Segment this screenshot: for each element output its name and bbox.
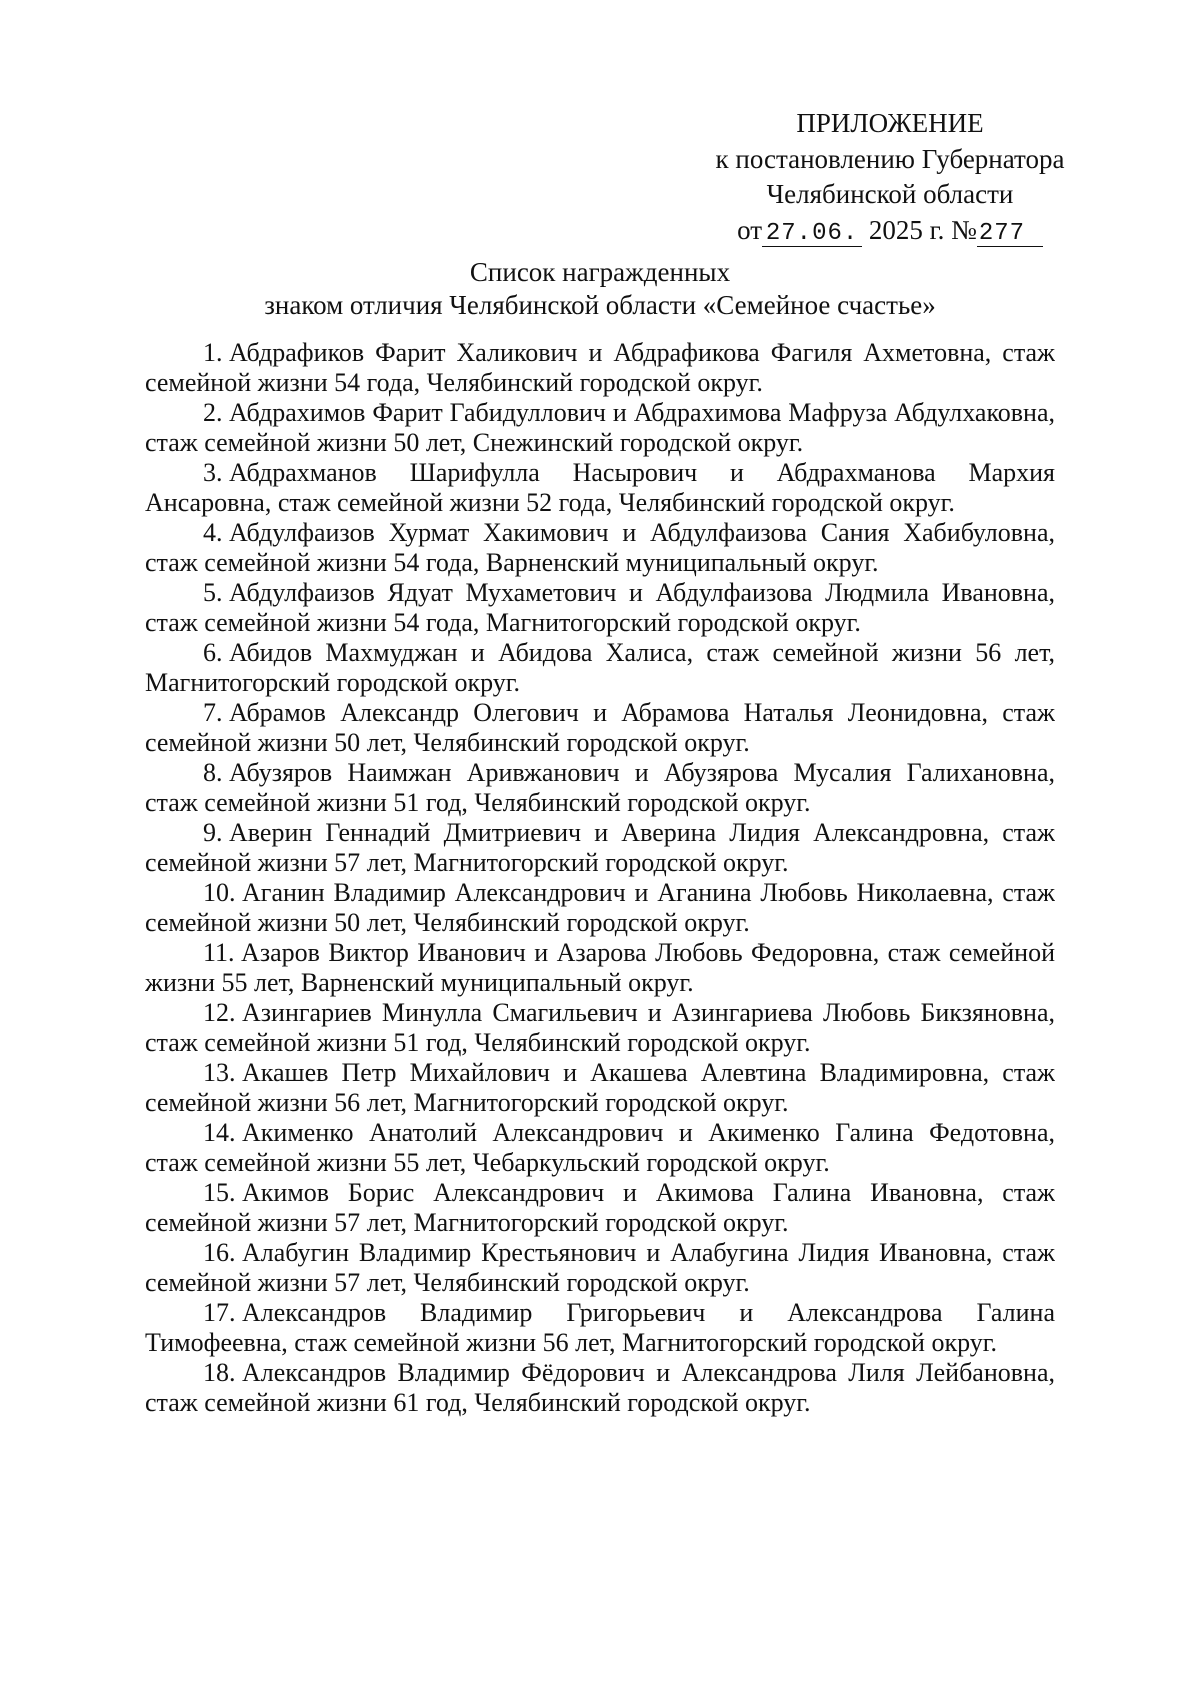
list-item-number: 13. [203, 1058, 236, 1087]
title-line-2: знаком отличия Челябинской области «Семейное счастье» [264, 290, 936, 320]
list-item-text: Акимов Борис Александрович и Акимова Галина Ивановна, стаж семейной жизни 57 лет, Магнитогорский городской округ. [145, 1178, 1055, 1237]
list-item [145, 1178, 1055, 1238]
list-item-text: Абдрахимов Фарит Габидуллович и Абдрахимова Мафруза Абдулхаковна, стаж семейной жизни 50 лет, Снежинский городской округ. [145, 398, 1055, 457]
list-item [145, 578, 1055, 638]
title-line-1: Список награжденных [469, 257, 731, 287]
list-item [145, 998, 1055, 1058]
list-item [145, 638, 1055, 698]
list-item [145, 818, 1055, 878]
list-item [145, 1238, 1055, 1298]
list-item [145, 1358, 1055, 1418]
list-item-number: 12. [203, 998, 236, 1027]
list-item [145, 338, 1055, 398]
awardees-list [145, 338, 1055, 1418]
appendix-date-line [680, 213, 1100, 249]
list-item-text: Абрамов Александр Олегович и Абрамова Наталья Леонидовна, стаж семейной жизни 50 лет, Челябинский городской округ. [145, 698, 1055, 757]
list-item [145, 938, 1055, 998]
list-item-text: Аверин Геннадий Дмитриевич и Аверина Лидия Александровна, стаж семейной жизни 57 лет, Магнитогорский городской округ. [145, 818, 1055, 877]
appendix-line-2: Челябинской области [766, 179, 1014, 209]
list-item-text: Абидов Махмуджан и Абидова Халиса, стаж семейной жизни 56 лет, Магнитогорский городской округ. [145, 638, 1055, 697]
list-item [145, 458, 1055, 518]
list-item-number: 7. [203, 698, 223, 727]
list-item-number: 16. [203, 1238, 236, 1267]
list-item-number: 10. [203, 878, 236, 907]
list-item-number: 15. [203, 1178, 236, 1207]
list-item-number: 3. [203, 458, 223, 487]
list-item-number: 4. [203, 518, 223, 547]
list-item [145, 698, 1055, 758]
list-item-text: Абдрахманов Шарифулла Насырович и Абдрахманова Мархия Ансаровна, стаж семейной жизни 52 года, Челябинский городской округ. [145, 458, 1055, 517]
decree-number: 277 [977, 222, 1043, 247]
list-item-text: Абдулфаизов Ядуат Мухаметович и Абдулфаизова Людмила Ивановна, стаж семейной жизни 54 года, Магнитогорский городской округ. [145, 578, 1055, 637]
list-item [145, 518, 1055, 578]
date-prefix: от [737, 214, 763, 245]
list-item-text: Акименко Анатолий Александрович и Акименко Галина Федотовна, стаж семейной жизни 55 лет, Чебаркульский городской округ. [145, 1118, 1055, 1177]
appendix-line-1: к постановлению Губернатора [715, 143, 1065, 174]
list-item [145, 1298, 1055, 1358]
list-item-number: 5. [203, 578, 223, 607]
list-item [145, 878, 1055, 938]
list-item [145, 758, 1055, 818]
list-item-number: 18. [203, 1358, 236, 1387]
list-item-text: Абдулфаизов Хурмат Хакимович и Абдулфаизова Сания Хабибуловна, стаж семейной жизни 54 года, Варненский муниципальный округ. [145, 518, 1055, 577]
list-item [145, 1118, 1055, 1178]
list-item-text: Акашев Петр Михайлович и Акашева Алевтина Владимировна, стаж семейной жизни 56 лет, Магнитогорский городской округ. [145, 1058, 1055, 1117]
list-item-text: Абдрафиков Фарит Халикович и Абдрафикова Фагиля Ахметовна, стаж семейной жизни 54 года, Челябинский городской округ. [145, 338, 1055, 397]
appendix-header [680, 106, 1100, 248]
appendix-title: ПРИЛОЖЕНИЕ [796, 108, 984, 138]
list-item [145, 398, 1055, 458]
list-item-text: Алабугин Владимир Крестьянович и Алабугина Лидия Ивановна, стаж семейной жизни 57 лет, Челябинский городской округ. [145, 1238, 1055, 1297]
list-item-text: Александров Владимир Григорьевич и Александрова Галина Тимофеевна, стаж семейной жизни 56 лет, Магнитогорский городской округ. [145, 1298, 1055, 1357]
list-item-number: 1. [203, 338, 223, 367]
list-item-text: Аганин Владимир Александрович и Аганина Любовь Николаевна, стаж семейной жизни 50 лет, Челябинский городской округ. [145, 878, 1055, 937]
list-item-number: 8. [203, 758, 223, 787]
list-item-text: Абузяров Наимжан Аривжанович и Абузярова Мусалия Галихановна, стаж семейной жизни 51 год, Челябинский городской округ. [145, 758, 1055, 817]
list-item-text: Александров Владимир Фёдорович и Александрова Лиля Лейбановна, стаж семейной жизни 61 год, Челябинский городской округ. [145, 1358, 1055, 1417]
list-item-text: Азингариев Минулла Смагильевич и Азингариева Любовь Бикзяновна, стаж семейной жизни 51 год, Челябинский городской округ. [145, 998, 1055, 1057]
list-item-number: 14. [203, 1118, 236, 1147]
list-item-number: 9. [203, 818, 223, 847]
list-item-text: Азаров Виктор Иванович и Азарова Любовь Федоровна, стаж семейной жизни 55 лет, Варненский муниципальный округ. [145, 938, 1055, 997]
date-value: 27.06. [762, 222, 862, 247]
document-title [140, 256, 1060, 322]
list-item-number: 17. [203, 1298, 236, 1327]
list-item-number: 6. [203, 638, 223, 667]
list-item-number: 11. [203, 938, 235, 967]
list-item [145, 1058, 1055, 1118]
date-year: 2025 г. № [868, 214, 977, 245]
list-item-number: 2. [203, 398, 223, 427]
